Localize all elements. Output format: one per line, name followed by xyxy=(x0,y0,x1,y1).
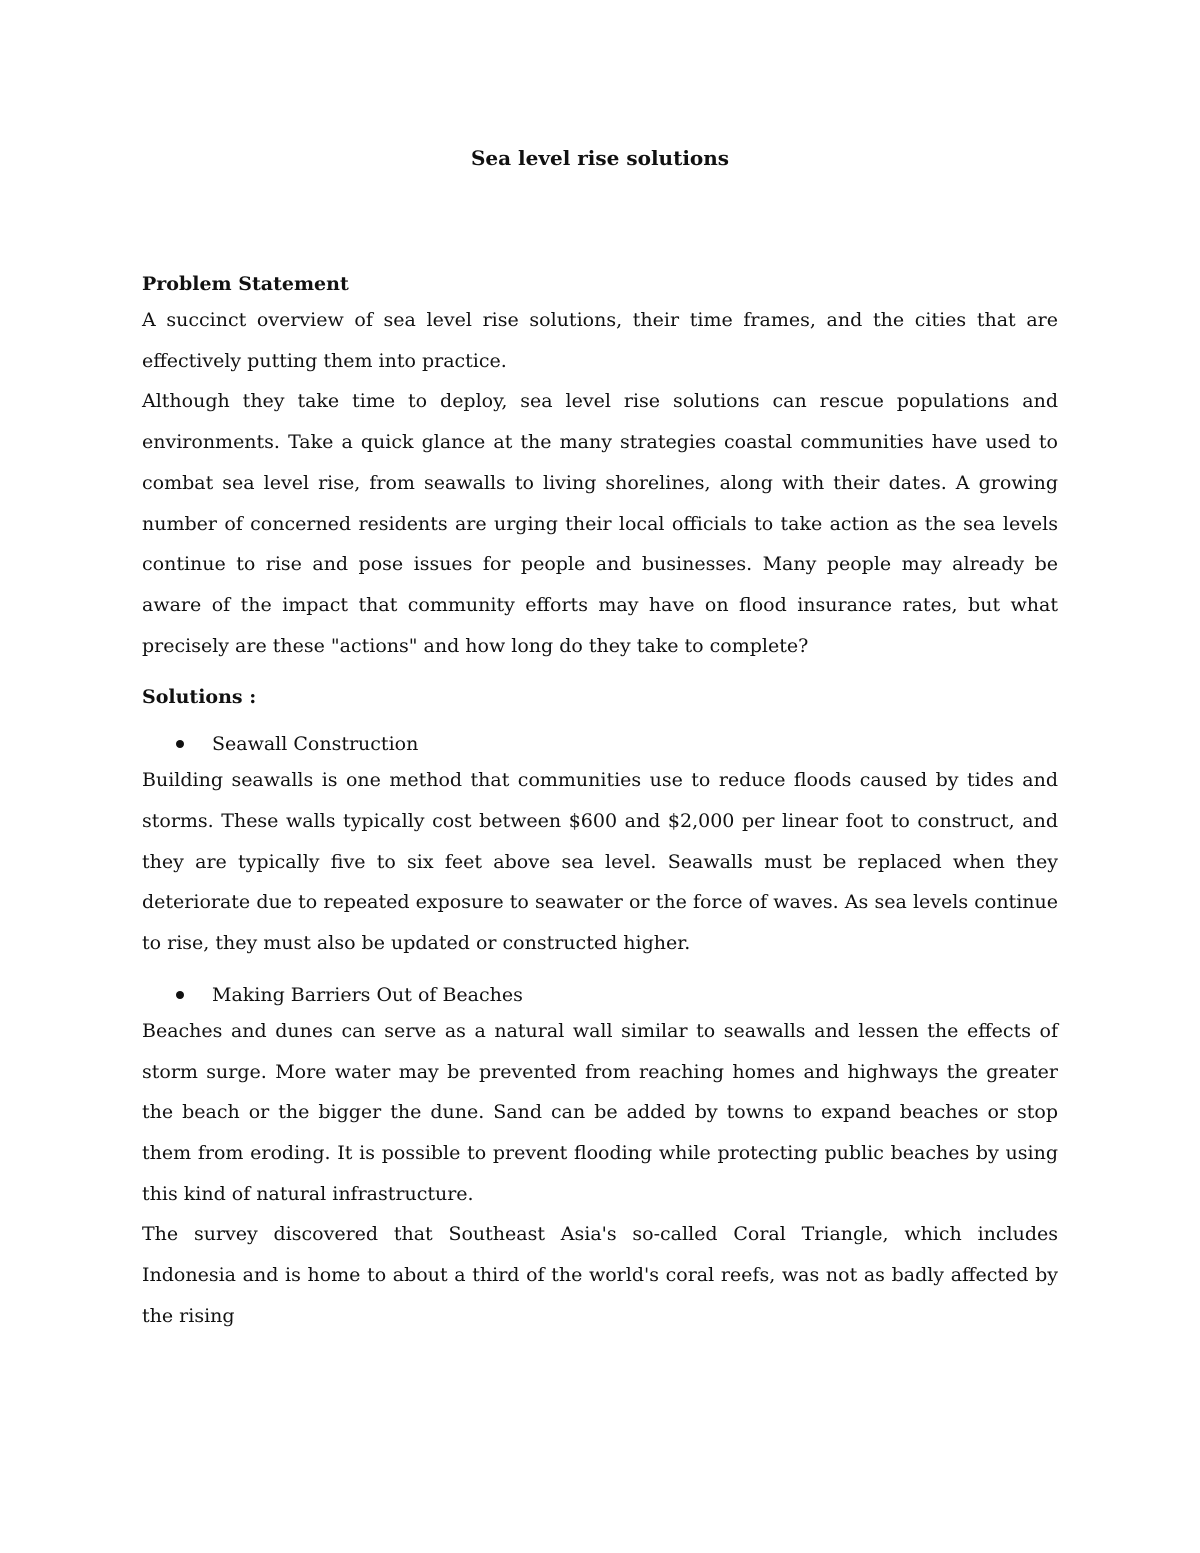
document-title: Sea level rise solutions xyxy=(470,146,730,170)
problem-paragraph-overview: A succinct overview of sea level rise solutions, their time frames, and the cities that are effectively putting them into practice. xyxy=(142,309,1058,372)
problem-statement-heading: Problem Statement xyxy=(142,273,349,295)
list-item xyxy=(142,979,1058,1011)
seawall-paragraph: Building seawalls is one method that communities use to reduce floods caused by tides and storms. These walls typically cost between $600 and $2,000 per linear foot to construct, and they are typically five to six feet above sea level. Seawalls must be replaced when they deteriorate due to repeated exposure to seawater or the force of waves. As sea levels continue to rise, they must also be updated or constructed higher. xyxy=(142,769,1058,955)
bullet-icon xyxy=(176,991,184,999)
solution-bullet-label: Making Barriers Out of Beaches xyxy=(212,983,523,1006)
list-item xyxy=(142,728,1058,760)
solutions-heading: Solutions : xyxy=(142,686,257,709)
solution-list-seawall xyxy=(142,728,1058,760)
beaches-paragraph: Beaches and dunes can serve as a natural wall similar to seawalls and lessen the effects of storm surge. More water may be prevented from reaching homes and highways the greater the beach or the bigger the dune. Sand can be added by towns to expand beaches or stop them from eroding. It is possible to prevent flooding while protecting public beaches by using this kind of natural infrastructure. xyxy=(142,1019,1058,1205)
problem-paragraph-details: Although they take time to deploy, sea level rise solutions can rescue populations and environments. Take a quick glance at the many strategies coastal communities have used to combat sea level rise, from seawalls to living shorelines, along with their dates. A growing number of concerned residents are urging their local officials to take action as the sea levels continue to rise and pose issues for people and businesses. Many people may already be aware of the impact that community efforts may have on flood insurance rates, but what precisely are these "actions" and how long do they take to complete? xyxy=(142,390,1058,657)
coral-triangle-paragraph: The survey discovered that Southeast Asia's so-called Coral Triangle, which includes Indonesia and is home to about a third of the world's coral reefs, was not as badly affected by the rising xyxy=(142,1223,1058,1327)
document-body xyxy=(142,142,1058,1336)
solution-list-beaches xyxy=(142,979,1058,1011)
solution-bullet-label: Seawall Construction xyxy=(212,733,419,756)
bullet-icon xyxy=(176,740,184,748)
